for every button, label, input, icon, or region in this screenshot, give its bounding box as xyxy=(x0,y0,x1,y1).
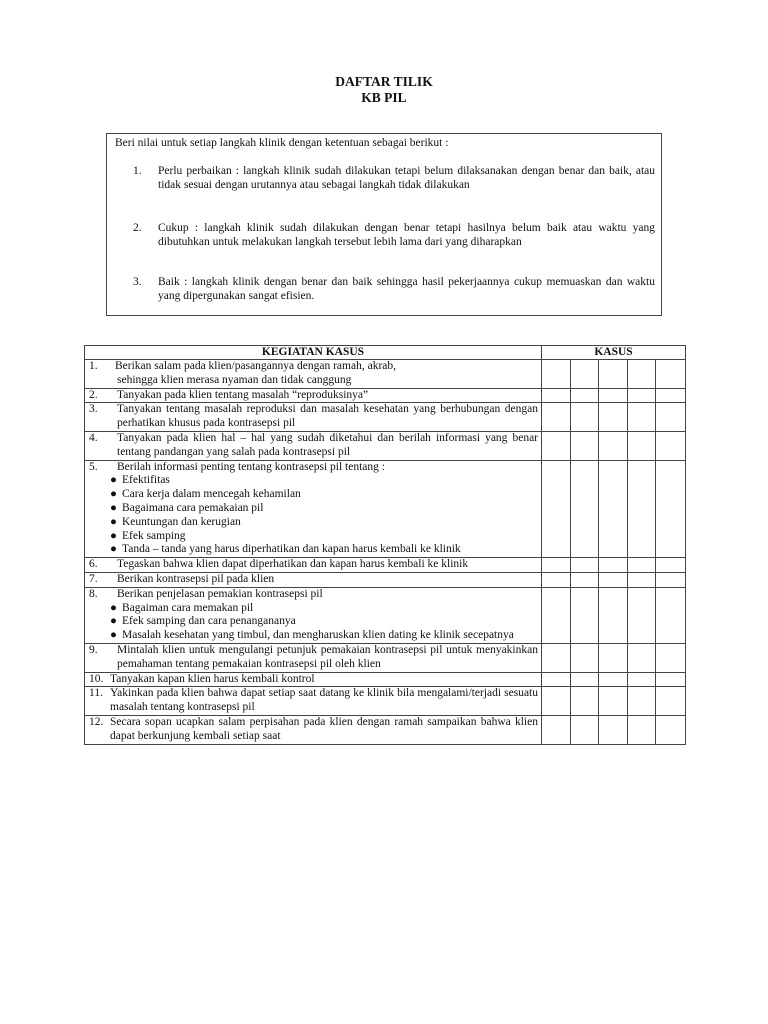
activity-line xyxy=(89,360,538,374)
bullet-dot-icon: ● xyxy=(110,601,117,614)
case-checkbox-cell[interactable] xyxy=(599,388,628,403)
case-checkbox-cell[interactable] xyxy=(656,360,686,389)
activity-number: 5. xyxy=(89,460,98,473)
case-checkbox-cell[interactable] xyxy=(599,715,628,744)
table-header-row xyxy=(85,346,686,360)
table-row xyxy=(85,388,686,403)
activity-cell xyxy=(85,388,542,403)
case-checkbox-cell[interactable] xyxy=(628,460,656,558)
bullet-dot-icon: ● xyxy=(110,488,117,501)
case-checkbox-cell[interactable] xyxy=(656,643,686,672)
case-checkbox-cell[interactable] xyxy=(542,431,571,460)
bullet-text: Tanda – tanda yang harus diperhatikan dan kapan harus kembali ke klinik xyxy=(122,543,461,556)
table-row xyxy=(85,672,686,687)
table-row xyxy=(85,715,686,744)
case-checkbox-cell[interactable] xyxy=(628,360,656,389)
bullet-dot-icon: ● xyxy=(110,474,117,487)
activity-line xyxy=(89,588,538,602)
activity-line xyxy=(89,461,538,475)
case-checkbox-cell[interactable] xyxy=(542,403,571,432)
case-checkbox-cell[interactable] xyxy=(571,572,599,587)
case-checkbox-cell[interactable] xyxy=(542,460,571,558)
case-checkbox-cell[interactable] xyxy=(599,572,628,587)
activity-line xyxy=(89,716,538,744)
case-checkbox-cell[interactable] xyxy=(656,587,686,643)
activity-cell xyxy=(85,687,542,716)
activity-line xyxy=(89,389,538,403)
bullet-item xyxy=(89,502,538,516)
activity-text: Tanyakan pada klien hal – hal yang sudah diketahui dan berilah informasi yang benar tentang pandangan yang salah pada kontrasepsi pil xyxy=(117,431,538,458)
bullet-dot-icon: ● xyxy=(110,629,117,642)
case-checkbox-cell[interactable] xyxy=(656,715,686,744)
bullet-item xyxy=(89,474,538,488)
activity-number: 3. xyxy=(89,403,98,416)
activity-number: 9. xyxy=(89,643,98,656)
activity-text: Mintalah klien untuk mengulangi petunjuk pemakaian kontrasepsi pil untuk menyakinkan pemahaman tentang pemakaian kontrasepsi pil oleh klien xyxy=(117,643,538,670)
table-row xyxy=(85,587,686,643)
activity-cell xyxy=(85,460,542,558)
case-checkbox-cell[interactable] xyxy=(656,572,686,587)
bullet-text: Efek samping xyxy=(122,529,186,542)
case-checkbox-cell[interactable] xyxy=(628,687,656,716)
case-checkbox-cell[interactable] xyxy=(628,403,656,432)
table-row xyxy=(85,431,686,460)
bullet-text: Keuntungan dan kerugian xyxy=(122,515,241,528)
case-checkbox-cell[interactable] xyxy=(656,558,686,573)
table-row xyxy=(85,460,686,558)
criteria-number: 3. xyxy=(133,276,142,288)
case-checkbox-cell[interactable] xyxy=(656,672,686,687)
case-checkbox-cell[interactable] xyxy=(628,558,656,573)
activity-cell xyxy=(85,643,542,672)
activity-line xyxy=(89,403,538,431)
checklist-table xyxy=(84,345,686,745)
case-checkbox-cell[interactable] xyxy=(571,643,599,672)
criteria-text: Perlu perbaikan : langkah klinik sudah dilakukan tetapi belum dilaksanakan dengan benar dan baik, atau tidak sesuai dengan urutannya atau sebagai langkah tidak dilakukan xyxy=(158,165,655,192)
case-checkbox-cell[interactable] xyxy=(656,431,686,460)
bullet-item xyxy=(89,530,538,544)
bullet-dot-icon: ● xyxy=(110,529,117,542)
case-checkbox-cell[interactable] xyxy=(542,360,571,389)
criteria-item xyxy=(133,221,655,250)
activity-text: Berilah informasi penting tentang kontrasepsi pil tentang : xyxy=(117,460,385,473)
case-checkbox-cell[interactable] xyxy=(571,687,599,716)
case-checkbox-cell[interactable] xyxy=(599,587,628,643)
bullet-text: Bagaiman cara memakan pil xyxy=(122,601,254,614)
activity-number: 7. xyxy=(89,572,98,585)
bullet-text: Bagaimana cara pemakaian pil xyxy=(122,501,264,514)
bullet-item xyxy=(89,615,538,629)
table-row xyxy=(85,360,686,389)
activity-text: Secara sopan ucapkan salam perpisahan pada klien dengan ramah sampaikan bahwa klien dapat berkunjung kembali setiap saat xyxy=(110,715,538,742)
criteria-item xyxy=(133,164,655,193)
table-row xyxy=(85,403,686,432)
case-checkbox-cell[interactable] xyxy=(542,643,571,672)
activity-number: 6. xyxy=(89,558,98,571)
document-subtitle: KB PIL xyxy=(361,90,407,105)
activity-text: Tegaskan bahwa klien dapat diperhatikan dan kapan harus kembali ke klinik xyxy=(117,558,469,571)
instructions-box xyxy=(106,133,662,316)
case-checkbox-cell[interactable] xyxy=(571,715,599,744)
activity-cell xyxy=(85,587,542,643)
case-checkbox-cell[interactable] xyxy=(628,715,656,744)
case-checkbox-cell[interactable] xyxy=(542,572,571,587)
activity-cell xyxy=(85,715,542,744)
case-checkbox-cell[interactable] xyxy=(656,460,686,558)
activity-text: Berikan salam pada klien/pasangannya dengan ramah, akrab, xyxy=(115,360,396,372)
criteria-text: Cukup : langkah klinik sudah dilakukan dengan benar tetapi hasilnya belum baik atau waktu yang dibutuhkan untuk melakukan langkah tersebut lebih lama dari yang diharapkan xyxy=(158,222,655,249)
instructions-intro: Beri nilai untuk setiap langkah klinik dengan ketentuan sebagai berikut : xyxy=(115,137,449,149)
case-checkbox-cell[interactable] xyxy=(599,460,628,558)
criteria-item xyxy=(133,275,655,304)
activity-continuation: sehingga klien merasa nyaman dan tidak canggung xyxy=(117,373,352,386)
case-checkbox-cell[interactable] xyxy=(628,388,656,403)
case-checkbox-cell[interactable] xyxy=(628,672,656,687)
case-checkbox-cell[interactable] xyxy=(599,360,628,389)
case-checkbox-cell[interactable] xyxy=(599,403,628,432)
case-checkbox-cell[interactable] xyxy=(542,558,571,573)
criteria-number: 2. xyxy=(133,222,142,234)
activity-cell xyxy=(85,672,542,687)
case-checkbox-cell[interactable] xyxy=(571,587,599,643)
bullet-item xyxy=(89,516,538,530)
bullet-dot-icon: ● xyxy=(110,543,117,556)
bullet-text: Masalah kesehatan yang timbul, dan mengharuskan klien dating ke klinik secepatnya xyxy=(122,629,514,642)
activity-text: Tanyakan tentang masalah reproduksi dan masalah kesehatan yang berhubungan dengan perhatikan khusus pada kontrasepsi pil xyxy=(117,403,538,430)
bullet-dot-icon: ● xyxy=(110,501,117,514)
case-checkbox-cell[interactable] xyxy=(628,572,656,587)
activity-number: 1. xyxy=(89,360,98,372)
case-checkbox-cell[interactable] xyxy=(656,403,686,432)
activity-text: Berikan penjelasan pemakian kontrasepsi pil xyxy=(117,587,323,600)
activity-line xyxy=(89,644,538,672)
case-checkbox-cell[interactable] xyxy=(656,388,686,403)
bullet-text: Cara kerja dalam mencegah kehamilan xyxy=(122,488,301,501)
bullet-item xyxy=(89,602,538,616)
activity-cell xyxy=(85,360,542,389)
activity-cell xyxy=(85,572,542,587)
case-checkbox-cell[interactable] xyxy=(599,643,628,672)
case-checkbox-cell[interactable] xyxy=(599,687,628,716)
case-checkbox-cell[interactable] xyxy=(628,587,656,643)
activity-number: 10. xyxy=(89,672,104,685)
case-checkbox-cell[interactable] xyxy=(542,687,571,716)
bullet-dot-icon: ● xyxy=(110,515,117,528)
table-row xyxy=(85,643,686,672)
activity-cell xyxy=(85,558,542,573)
activity-text: Tanyakan kapan klien harus kembali kontrol xyxy=(110,672,315,685)
activity-number: 11. xyxy=(89,687,103,700)
case-checkbox-cell[interactable] xyxy=(571,460,599,558)
activity-cell xyxy=(85,403,542,432)
case-checkbox-cell[interactable] xyxy=(542,672,571,687)
case-checkbox-cell[interactable] xyxy=(571,403,599,432)
activity-text: Berikan kontrasepsi pil pada klien xyxy=(117,572,275,585)
case-checkbox-cell[interactable] xyxy=(571,388,599,403)
activity-text: Tanyakan pada klien tentang masalah “reproduksinya” xyxy=(117,388,369,401)
case-checkbox-cell[interactable] xyxy=(571,360,599,389)
activity-number: 2. xyxy=(89,388,98,401)
activity-line xyxy=(89,432,538,460)
column-header-cases: KASUS xyxy=(542,346,686,360)
case-checkbox-cell[interactable] xyxy=(571,431,599,460)
document-title: DAFTAR TILIK xyxy=(335,74,433,89)
case-checkbox-cell[interactable] xyxy=(599,672,628,687)
case-checkbox-cell[interactable] xyxy=(656,687,686,716)
case-checkbox-cell[interactable] xyxy=(542,715,571,744)
criteria-number: 1. xyxy=(133,165,142,177)
bullet-text: Efektifitas xyxy=(122,474,170,487)
activity-line xyxy=(89,673,538,687)
column-header-activity: KEGIATAN KASUS xyxy=(85,346,542,360)
table-row xyxy=(85,558,686,573)
activity-cell xyxy=(85,431,542,460)
table-row xyxy=(85,687,686,716)
case-checkbox-cell[interactable] xyxy=(628,431,656,460)
case-checkbox-cell[interactable] xyxy=(571,672,599,687)
activity-line xyxy=(89,558,538,572)
bullet-text: Efek samping dan cara penangananya xyxy=(122,615,296,628)
bullet-dot-icon: ● xyxy=(110,615,117,628)
case-checkbox-cell[interactable] xyxy=(628,643,656,672)
activity-line xyxy=(89,573,538,587)
activity-number: 12. xyxy=(89,715,104,728)
table-row xyxy=(85,572,686,587)
case-checkbox-cell[interactable] xyxy=(599,431,628,460)
activity-number: 8. xyxy=(89,587,98,600)
activity-line xyxy=(89,687,538,715)
bullet-item xyxy=(89,629,538,643)
bullet-item xyxy=(89,488,538,502)
case-checkbox-cell[interactable] xyxy=(599,558,628,573)
case-checkbox-cell[interactable] xyxy=(571,558,599,573)
case-checkbox-cell[interactable] xyxy=(542,388,571,403)
activity-number: 4. xyxy=(89,431,98,444)
activity-text: Yakinkan pada klien bahwa dapat setiap saat datang ke klinik bila mengalami/terjadi sesuatu masalah tentang kontrasepsi pil xyxy=(110,687,538,714)
criteria-text: Baik : langkah klinik dengan benar dan baik sehingga hasil pekerjaannya cukup memuaskan dan waktu yang dipergunakan sangat efisien. xyxy=(158,276,655,303)
bullet-item xyxy=(89,543,538,557)
case-checkbox-cell[interactable] xyxy=(542,587,571,643)
